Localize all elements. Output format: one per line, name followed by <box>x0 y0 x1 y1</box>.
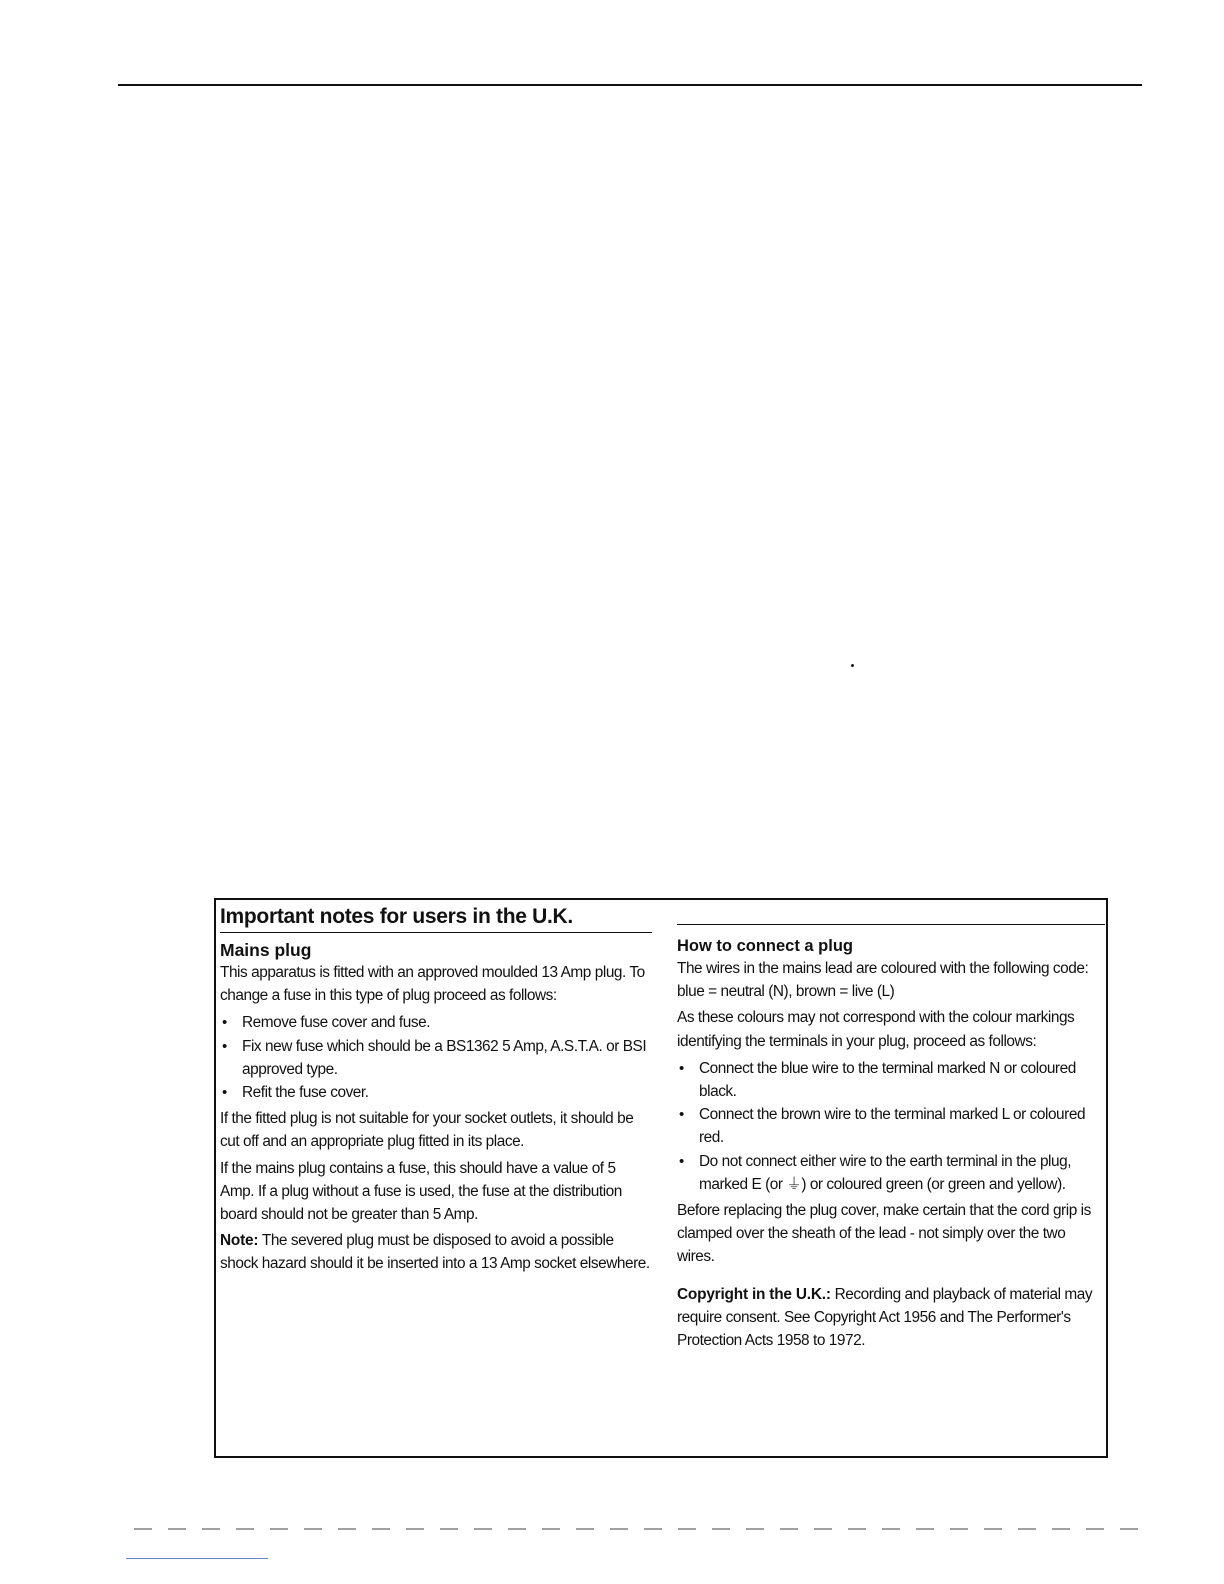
mains-plug-heading: Mains plug <box>220 940 312 960</box>
copyright-paragraph <box>677 1283 1105 1353</box>
connect-plug-heading: How to connect a plug <box>677 937 853 955</box>
list-item: • Remove fuse cover and fuse. <box>220 1011 652 1034</box>
fuse-steps-list <box>220 1011 652 1104</box>
footer-blue-rule <box>126 1558 268 1559</box>
wire-code-paragraph: The wires in the mains lead are coloured with the following code: blue = neutral (N), brown = live (L) <box>677 960 1089 1001</box>
copyright-text: Recording and playback of material may require consent. See Copyright Act 1956 and The Performer's Protection Acts 1958 to 1972. <box>677 1285 1093 1350</box>
list-item: • Connect the blue wire to the terminal marked N or coloured black. <box>677 1057 1105 1103</box>
mains-plug-intro: This apparatus is fitted with an approved moulded 13 Amp plug. To change a fuse in this type of plug proceed as follows: <box>220 964 645 1005</box>
colour-markings-paragraph: As these colours may not correspond with the colour markings identifying the terminals in your plug, proceed as follows: <box>677 1009 1075 1050</box>
right-column-rule <box>677 904 1105 925</box>
note-text: The severed plug must be disposed to avoid a possible shock hazard should it be inserted into a 13 Amp socket elsewhere. <box>220 1232 650 1273</box>
stray-dot <box>851 664 854 667</box>
list-item: • Connect the brown wire to the terminal marked L or coloured red. <box>677 1103 1105 1149</box>
list-item: • Do not connect either wire to the earth terminal in the plug, marked E (or ⏚) or coloured green (or green and yellow). <box>677 1150 1105 1196</box>
unsuitable-plug-paragraph: If the fitted plug is not suitable for your socket outlets, it should be cut off and an appropriate plug fitted in its place. <box>220 1110 634 1151</box>
cord-grip-paragraph: Before replacing the plug cover, make certain that the cord grip is clamped over the sheath of the lead - not simply over the two wires. <box>677 1202 1091 1266</box>
notice-right-column <box>677 904 1105 1355</box>
copyright-label: Copyright in the U.K.: <box>677 1285 831 1303</box>
top-rule <box>118 84 1142 86</box>
list-item: • Refit the fuse cover. <box>220 1081 652 1104</box>
notice-title: Important notes for users in the U.K. <box>220 904 652 933</box>
notice-left-column <box>220 904 652 1279</box>
list-item: • Fix new fuse which should be a BS1362 5 Amp, A.S.T.A. or BSI approved type. <box>220 1035 652 1081</box>
note-label: Note: <box>220 1232 259 1250</box>
fuse-value-paragraph: If the mains plug contains a fuse, this should have a value of 5 Amp. If a plug without a fuse is used, the fuse at the distribution board should not be greater than 5 Amp. <box>220 1159 622 1224</box>
wiring-steps-list <box>677 1057 1105 1196</box>
note-paragraph <box>220 1229 652 1275</box>
uk-notice-box <box>214 898 1108 1458</box>
footer-dashed-rule <box>134 1528 1140 1530</box>
